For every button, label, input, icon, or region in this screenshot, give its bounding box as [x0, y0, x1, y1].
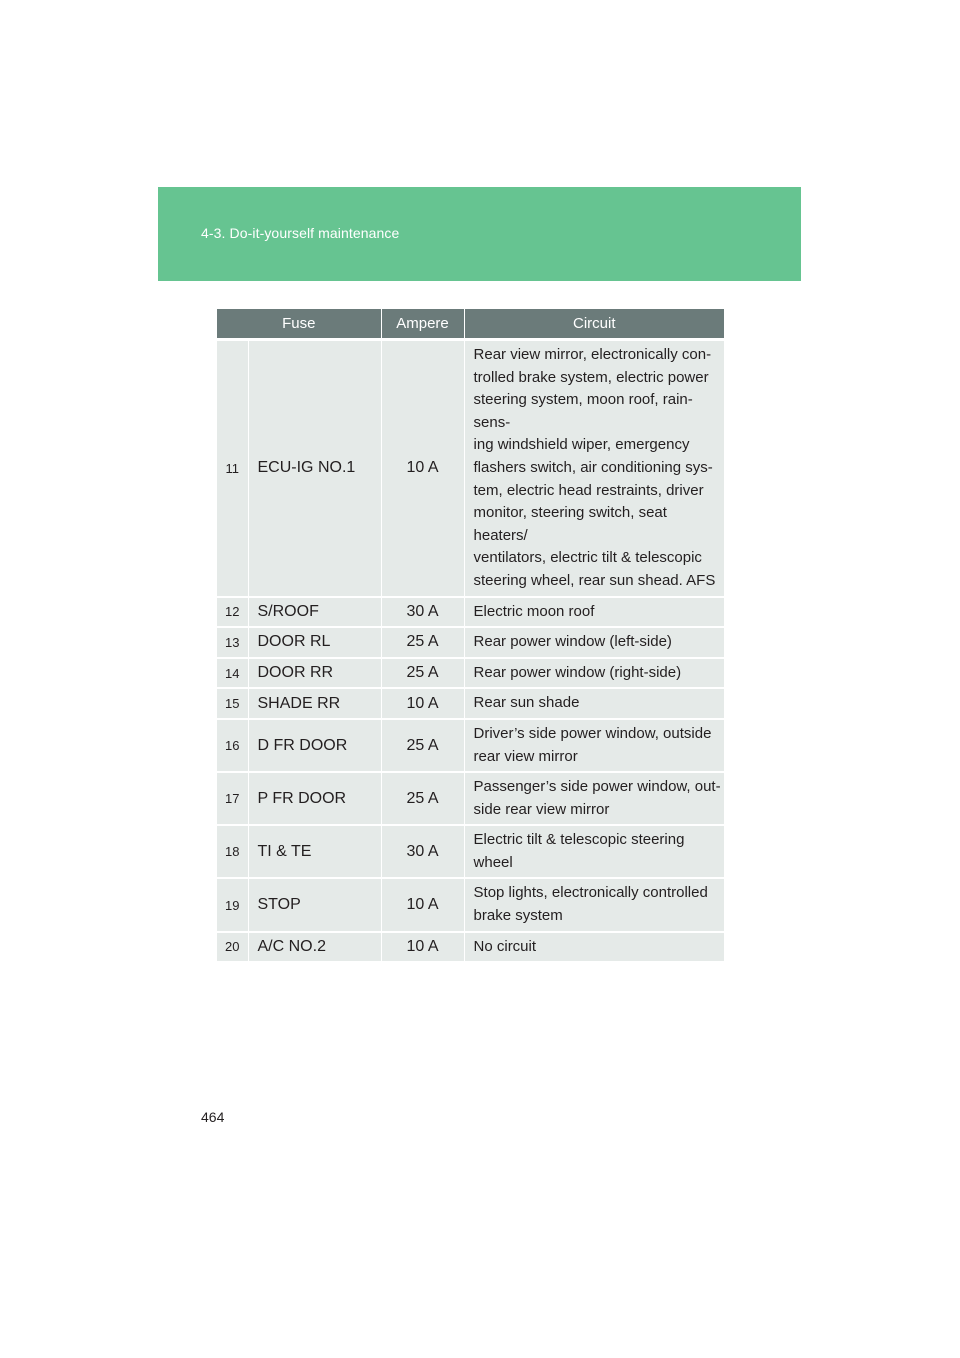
fuse-circuit	[464, 719, 724, 772]
fuse-name: TI & TE	[248, 825, 381, 878]
circuit-line: brake system	[473, 907, 563, 925]
circuit-line: steering wheel, rear sun shead. AFS	[473, 571, 716, 589]
fuse-name: A/C NO.2	[248, 932, 381, 962]
fuse-ampere: 10 A	[381, 688, 464, 719]
circuit-line: Passenger’s side power window, out-	[473, 778, 721, 796]
section-header-band	[158, 187, 801, 281]
fuse-circuit	[464, 597, 724, 628]
fuse-circuit	[464, 627, 724, 658]
circuit-line: rear view mirror	[473, 747, 578, 765]
fuse-number: 11	[217, 340, 248, 597]
fuse-ampere: 10 A	[381, 878, 464, 931]
circuit-line: Rear power window (right-side)	[473, 663, 682, 681]
fuse-ampere: 25 A	[381, 658, 464, 689]
circuit-line: Electric moon roof	[473, 602, 595, 620]
fuse-name: DOOR RR	[248, 658, 381, 689]
fuse-circuit	[464, 688, 724, 719]
circuit-line: Rear power window (left-side)	[473, 633, 672, 651]
fuse-number: 19	[217, 878, 248, 931]
circuit-line: Stop lights, electronically controlled	[473, 884, 708, 902]
fuse-ampere: 10 A	[381, 340, 464, 597]
fuse-ampere: 30 A	[381, 825, 464, 878]
circuit-line: ventilators, electric tilt & telescopic	[473, 549, 702, 567]
section-title: 4-3. Do-it-yourself maintenance	[201, 225, 400, 241]
table-row	[217, 688, 724, 719]
fuse-name: P FR DOOR	[248, 772, 381, 825]
fuse-name: DOOR RL	[248, 627, 381, 658]
fuse-circuit	[464, 878, 724, 931]
fuse-name: ECU-IG NO.1	[248, 340, 381, 597]
fuse-ampere: 30 A	[381, 597, 464, 628]
table-row	[217, 772, 724, 825]
table-row	[217, 825, 724, 878]
circuit-line: flashers switch, air conditioning sys-	[473, 458, 713, 476]
fuse-number: 13	[217, 627, 248, 658]
table-row	[217, 627, 724, 658]
column-header-ampere: Ampere	[381, 309, 464, 340]
circuit-line: trolled brake system, electric power	[473, 368, 709, 386]
fuse-ampere: 25 A	[381, 627, 464, 658]
fuse-table-body	[217, 340, 724, 962]
table-row	[217, 878, 724, 931]
circuit-line: No circuit	[473, 937, 537, 955]
fuse-number: 12	[217, 597, 248, 628]
fuse-name: SHADE RR	[248, 688, 381, 719]
table-row	[217, 597, 724, 628]
fuse-circuit	[464, 340, 724, 597]
fuse-name: STOP	[248, 878, 381, 931]
fuse-number: 20	[217, 932, 248, 962]
circuit-line: monitor, steering switch, seat heaters/	[473, 504, 667, 544]
fuse-circuit	[464, 932, 724, 962]
circuit-line: ing windshield wiper, emergency	[473, 436, 690, 454]
circuit-line: Driver’s side power window, outside	[473, 724, 712, 742]
fuse-circuit	[464, 772, 724, 825]
circuit-line: Rear view mirror, electronically con-	[473, 346, 712, 363]
circuit-line: wheel	[473, 853, 513, 871]
fuse-table	[217, 309, 724, 961]
circuit-line: steering system, moon roof, rain-sens-	[473, 391, 693, 431]
fuse-number: 16	[217, 719, 248, 772]
column-header-circuit: Circuit	[464, 309, 724, 340]
circuit-line: side rear view mirror	[473, 800, 610, 818]
table-row	[217, 658, 724, 689]
fuse-circuit	[464, 825, 724, 878]
circuit-line: Rear sun shade	[473, 694, 580, 712]
fuse-number: 15	[217, 688, 248, 719]
fuse-name: S/ROOF	[248, 597, 381, 628]
circuit-line: tem, electric head restraints, driver	[473, 481, 704, 499]
fuse-circuit	[464, 658, 724, 689]
table-header-row	[217, 309, 724, 340]
table-row	[217, 719, 724, 772]
page-number: 464	[201, 1109, 225, 1125]
fuse-number: 18	[217, 825, 248, 878]
fuse-ampere: 10 A	[381, 932, 464, 962]
column-header-fuse: Fuse	[217, 309, 381, 340]
fuse-number: 17	[217, 772, 248, 825]
fuse-number: 14	[217, 658, 248, 689]
table-row	[217, 932, 724, 962]
table-row	[217, 340, 724, 597]
fuse-ampere: 25 A	[381, 719, 464, 772]
fuse-ampere: 25 A	[381, 772, 464, 825]
fuse-name: D FR DOOR	[248, 719, 381, 772]
circuit-line: Electric tilt & telescopic steering	[473, 831, 685, 849]
